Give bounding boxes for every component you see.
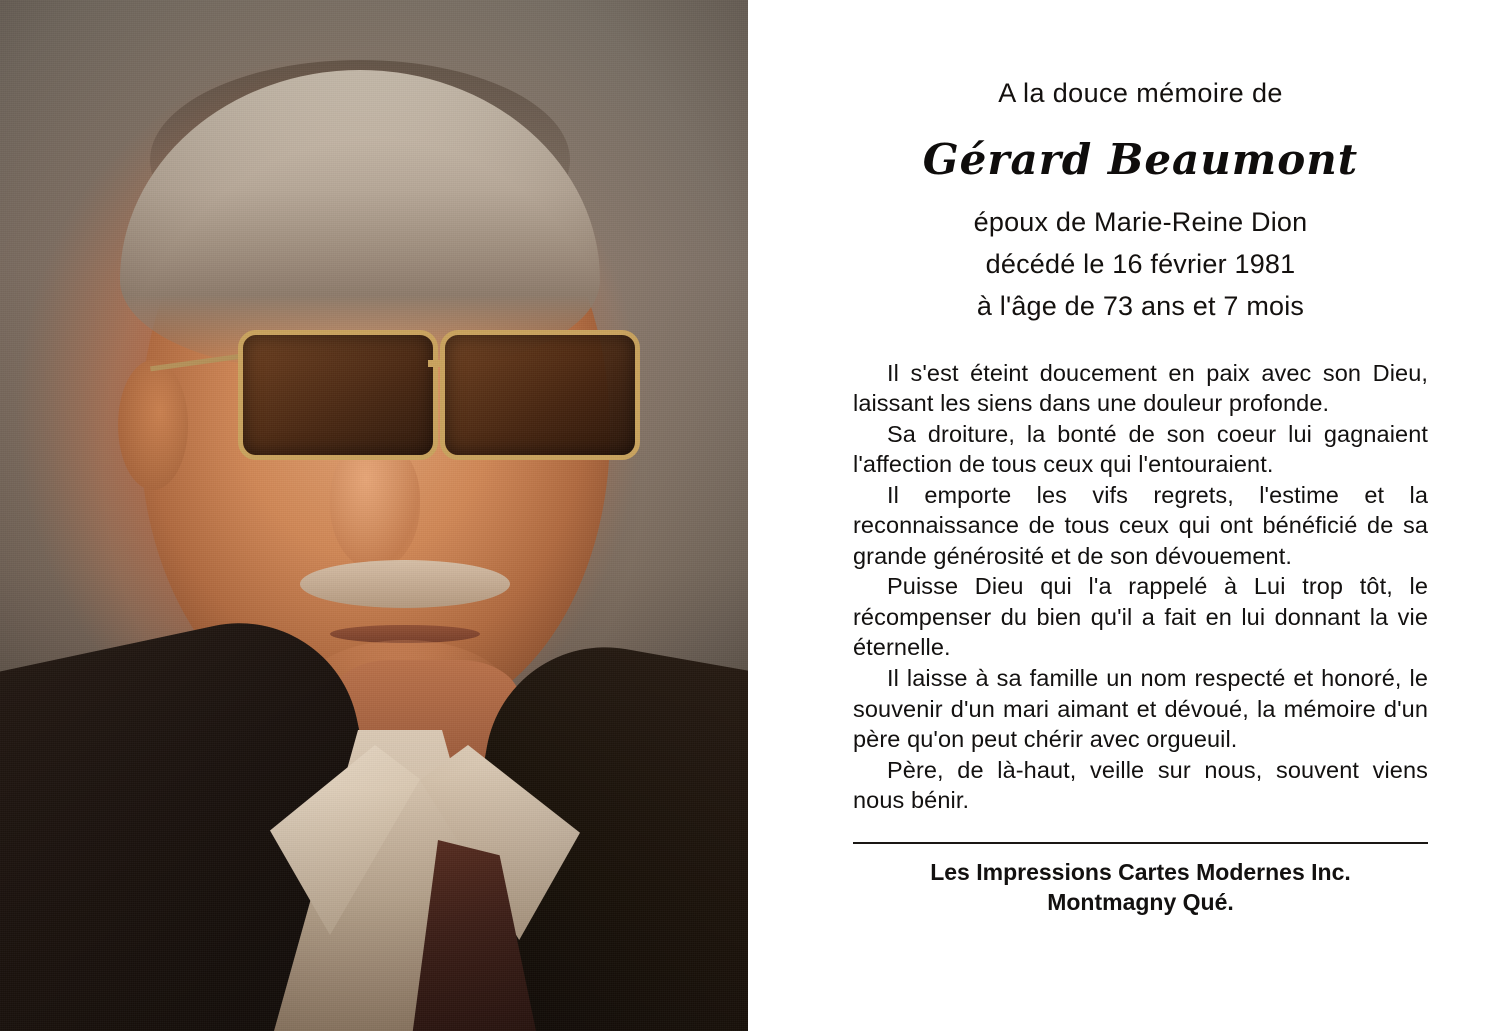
printer-credit bbox=[853, 858, 1428, 918]
eulogy-text bbox=[853, 358, 1428, 816]
death-date-line: décédé le 16 février 1981 bbox=[985, 248, 1296, 279]
printer-name: Les Impressions Cartes Modernes Inc. bbox=[930, 858, 1351, 885]
spouse-line: époux de Marie-Reine Dion bbox=[973, 207, 1308, 237]
photo-grain bbox=[0, 0, 748, 1031]
memorial-heading: A la douce mémoire de bbox=[998, 78, 1283, 108]
eulogy-paragraph: Père, de là-haut, veille sur nous, souvent viens nous bénir. bbox=[853, 756, 1428, 814]
eulogy-paragraph: Sa droiture, la bonté de son coeur lui gagnaient l'affection de tous ceux qui l'entouraient. bbox=[853, 420, 1428, 478]
age-line: à l'âge de 73 ans et 7 mois bbox=[976, 290, 1305, 321]
eulogy-paragraph: Il s'est éteint doucement en paix avec son Dieu, laissant les siens dans une douleur profonde. bbox=[853, 359, 1428, 417]
eulogy-paragraph: Il emporte les vifs regrets, l'estime et la reconnaissance de tous ceux qui ont bénéficié de sa grande générosité et de son dévouement. bbox=[853, 481, 1428, 569]
memorial-text-panel bbox=[748, 0, 1500, 1031]
deceased-name: Gérard Beaumont bbox=[922, 135, 1359, 184]
printer-city: Montmagny Qué. bbox=[1047, 888, 1234, 915]
footer-divider bbox=[853, 842, 1428, 844]
eulogy-paragraph: Puisse Dieu qui l'a rappelé à Lui trop tôt, le récompenser du bien qu'il a fait en lui donnant la vie éternelle. bbox=[853, 573, 1428, 661]
eulogy-paragraph: Il laisse à sa famille un nom respecté et honoré, le souvenir d'un mari aimant et dévoué, la mémoire d'un père qu'on peut chérir avec orgueuil. bbox=[853, 665, 1428, 753]
portrait-photo bbox=[0, 0, 748, 1031]
